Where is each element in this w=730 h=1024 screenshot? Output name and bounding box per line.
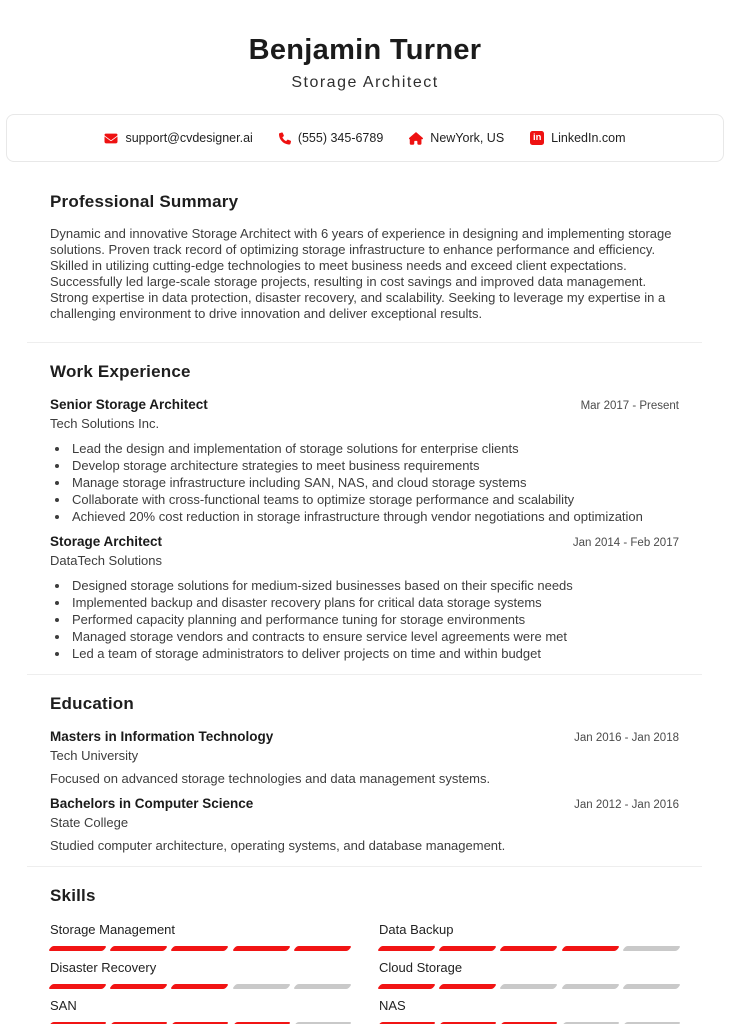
section-heading-summary: Professional Summary	[50, 192, 239, 211]
contact-location-text: NewYork, US	[430, 131, 505, 145]
skill-segment-empty	[561, 984, 620, 989]
education-entry	[50, 796, 679, 854]
degree-description: Studied computer architecture, operating systems, and database management.	[50, 838, 506, 853]
skill-entry	[379, 998, 679, 1024]
skill-name: Disaster Recovery	[50, 960, 157, 975]
skill-segment-filled	[48, 984, 107, 989]
contact-bar	[6, 114, 724, 162]
degree-dates: Jan 2012 - Jan 2016	[574, 799, 679, 811]
degree-description: Focused on advanced storage technologies and data management systems.	[50, 771, 491, 786]
skill-segment-filled	[232, 946, 291, 951]
job-header-row	[50, 397, 679, 413]
section-heading-skills: Skills	[50, 886, 96, 905]
skill-name: NAS	[379, 998, 406, 1013]
skill-level-bar	[50, 946, 350, 951]
skill-segment-filled	[109, 984, 168, 989]
section-heading-experience: Work Experience	[50, 362, 191, 381]
skill-entry	[50, 998, 350, 1024]
resume-body	[0, 192, 730, 1024]
email-icon	[104, 132, 118, 145]
skill-level-bar	[50, 984, 350, 989]
skill-segment-filled	[170, 946, 229, 951]
contact-phone-text: (555) 345-6789	[297, 131, 384, 145]
skill-entry	[379, 922, 679, 951]
skill-grid	[50, 922, 679, 1024]
degree-school: State College	[50, 815, 129, 830]
skill-segment-filled	[109, 946, 168, 951]
skill-name: Data Backup	[379, 922, 454, 937]
job-bullet: • Performed capacity planning and performance tuning for storage environments	[70, 611, 679, 628]
job-bullet: • Achieved 20% cost reduction in storage infrastructure through vendor negotiations and optimization	[70, 508, 679, 525]
job-bullet-list	[50, 577, 679, 662]
degree-title: Bachelors in Computer Science	[50, 796, 254, 811]
job-dates: Mar 2017 - Present	[580, 400, 679, 412]
job-bullet: • Managed storage vendors and contracts to ensure service level agreements were met	[70, 628, 679, 645]
skill-entry	[379, 960, 679, 989]
skill-level-bar	[379, 984, 679, 989]
section-divider	[27, 674, 702, 675]
skill-name: SAN	[50, 998, 77, 1013]
contact-email[interactable]	[104, 131, 252, 145]
section-professional-summary	[50, 192, 679, 322]
skill-name: Storage Management	[50, 922, 176, 937]
contact-linkedin-text: LinkedIn.com	[551, 131, 626, 145]
skill-entry	[50, 922, 350, 951]
skill-entry	[50, 960, 350, 989]
skill-segment-empty	[622, 984, 681, 989]
job-bullet: • Collaborate with cross-functional teams to optimize storage performance and scalability	[70, 491, 679, 508]
skill-segment-filled	[377, 984, 436, 989]
section-education	[50, 694, 679, 854]
degree-title: Masters in Information Technology	[50, 729, 274, 744]
skill-segment-filled	[293, 946, 352, 951]
job-title: Senior Storage Architect	[50, 397, 208, 412]
contact-email-text: support@cvdesigner.ai	[125, 131, 253, 145]
linkedin-icon: in	[530, 131, 544, 145]
job-bullet: • Lead the design and implementation of storage solutions for enterprise clients	[70, 440, 679, 457]
skill-name: Cloud Storage	[379, 960, 463, 975]
summary-text: Dynamic and innovative Storage Architect with 6 years of experience in designing and implementing storage solutions. Proven track record of optimizing storage infrastructure to enhance performance and efficiency. Skilled in utilizing cutting-edge technologies to meet business needs and exceed client expectations. Successfully led large-scale storage projects, resulting in cost savings and improved data management. Strong expertise in data protection, disaster recovery, and scalability. Seeking to leverage my expertise in a challenging environment to drive innovation and deliver exceptional results.	[50, 226, 672, 321]
contact-linkedin[interactable]	[530, 131, 625, 145]
job-dates: Jan 2014 - Feb 2017	[572, 537, 679, 549]
skill-level-bar	[379, 946, 679, 951]
job-company: DataTech Solutions	[50, 553, 163, 568]
degree-header-row	[50, 796, 679, 812]
section-divider	[27, 342, 702, 343]
job-bullet: • Implemented backup and disaster recovery plans for critical data storage systems	[70, 594, 679, 611]
skill-segment-filled	[377, 946, 436, 951]
skill-segment-filled	[561, 946, 620, 951]
skill-segment-empty	[232, 984, 291, 989]
job-bullet: • Designed storage solutions for medium-sized businesses based on their specific needs	[70, 577, 679, 594]
resume-header	[0, 0, 730, 92]
skill-segment-empty	[622, 946, 681, 951]
degree-school: Tech University	[50, 748, 139, 763]
job-bullet: • Develop storage architecture strategies to meet business requirements	[70, 457, 679, 474]
skill-segment-filled	[438, 946, 497, 951]
job-entry	[50, 397, 679, 525]
home-icon	[409, 132, 423, 145]
job-bullet: • Manage storage infrastructure including SAN, NAS, and cloud storage systems	[70, 474, 679, 491]
skill-segment-filled	[48, 946, 107, 951]
job-header-row	[50, 534, 679, 550]
skill-segment-empty	[499, 984, 558, 989]
candidate-job-title: Storage Architect	[291, 74, 439, 91]
job-list	[50, 397, 679, 662]
skill-segment-filled	[499, 946, 558, 951]
job-title: Storage Architect	[50, 534, 163, 549]
skill-segment-filled	[170, 984, 229, 989]
contact-location[interactable]	[409, 131, 504, 145]
skill-segment-empty	[293, 984, 352, 989]
section-divider	[27, 866, 702, 867]
section-heading-education: Education	[50, 694, 134, 713]
education-entry	[50, 729, 679, 787]
section-work-experience	[50, 362, 679, 662]
candidate-name: Benjamin Turner	[248, 34, 482, 66]
degree-dates: Jan 2016 - Jan 2018	[574, 732, 679, 744]
job-bullet: • Led a team of storage administrators to deliver projects on time and within budget	[70, 645, 679, 662]
degree-list	[50, 729, 679, 854]
phone-icon	[279, 132, 291, 145]
skill-segment-filled	[438, 984, 497, 989]
section-skills	[50, 886, 679, 1024]
job-company: Tech Solutions Inc.	[50, 416, 160, 431]
job-bullet-list	[50, 440, 679, 525]
job-entry	[50, 534, 679, 662]
degree-header-row	[50, 729, 679, 745]
contact-phone[interactable]	[279, 131, 383, 145]
